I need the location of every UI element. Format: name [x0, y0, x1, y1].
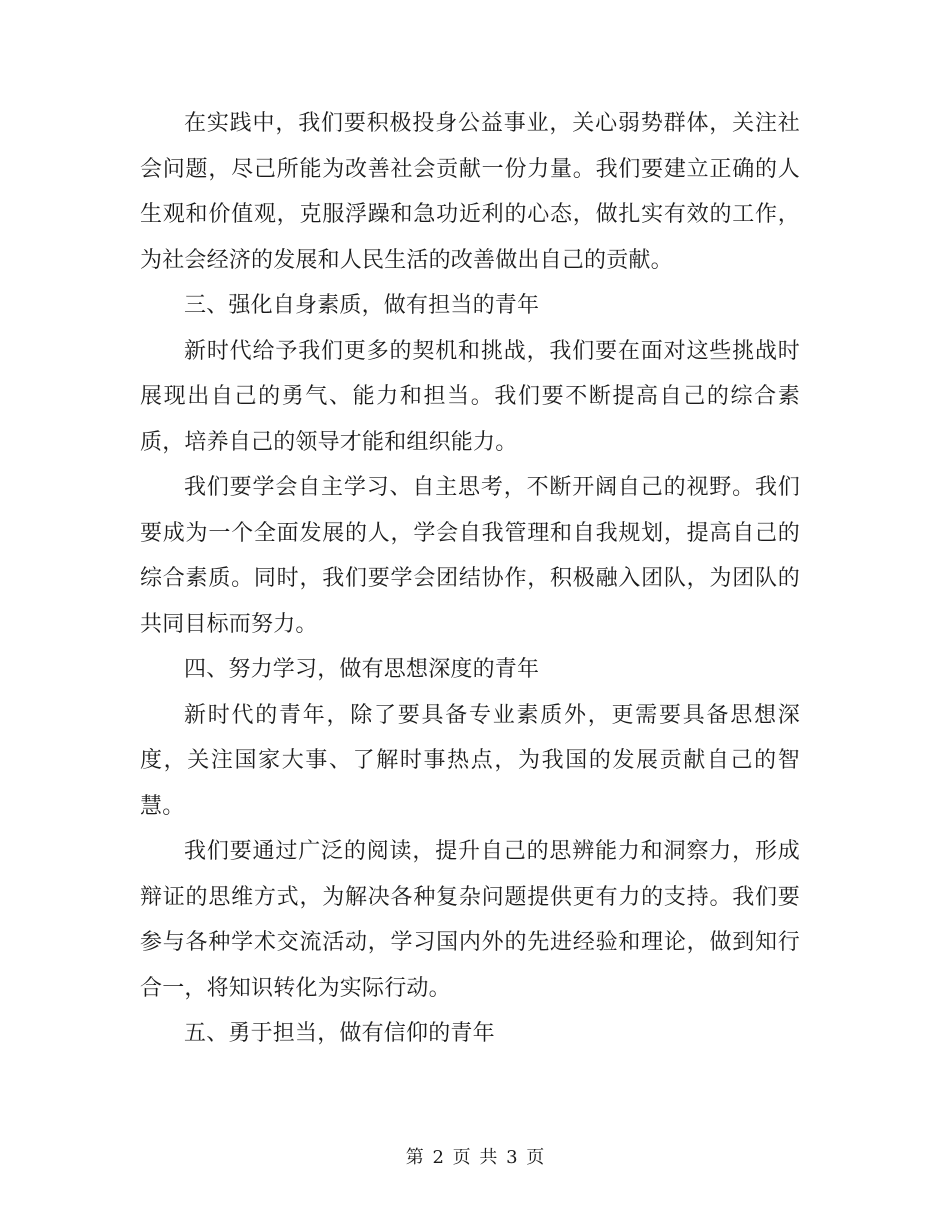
document-body: [140, 101, 800, 1057]
paragraph-reading: 我们要通过广泛的阅读，提升自己的思辨能力和洞察力，形成辩证的思维方式，为解决各种复杂问题提供更有力的支持。我们要参与各种学术交流活动，学习国内外的先进经验和理论，做到知行合一，将知识转化为实际行动。: [140, 839, 800, 1001]
paragraph-thinking-depth: 新时代的青年，除了要具备专业素质外，更需要具备思想深度，关注国家大事、了解时事热点，为我国的发展贡献自己的智慧。: [140, 702, 800, 819]
paragraph-self-learning: 我们要学会自主学习、自主思考，不断开阔自己的视野。我们要成为一个全面发展的人，学会自我管理和自我规划，提高自己的综合素质。同时，我们要学会团结协作，积极融入团队，为团队的共同目标而努力。: [140, 475, 800, 637]
paragraph-challenges: 新时代给予我们更多的契机和挑战，我们要在面对这些挑战时展现出自己的勇气、能力和担当。我们要不断提高自己的综合素质，培养自己的领导才能和组织能力。: [140, 338, 800, 455]
section-heading-5: 五、勇于担当，做有信仰的青年: [184, 1021, 495, 1046]
section-heading-4: 四、努力学习，做有思想深度的青年: [184, 657, 540, 682]
page-number-footer: 第 2 页 共 3 页: [405, 1147, 545, 1168]
section-heading-3: 三、强化自身素质，做有担当的青年: [184, 293, 540, 318]
paragraph-practice: 在实践中，我们要积极投身公益事业，关心弱势群体，关注社会问题，尽己所能为改善社会贡献一份力量。我们要建立正确的人生观和价值观，克服浮躁和急功近利的心态，做扎实有效的工作，为社会经济的发展和人民生活的改善做出自己的贡献。: [140, 111, 800, 273]
